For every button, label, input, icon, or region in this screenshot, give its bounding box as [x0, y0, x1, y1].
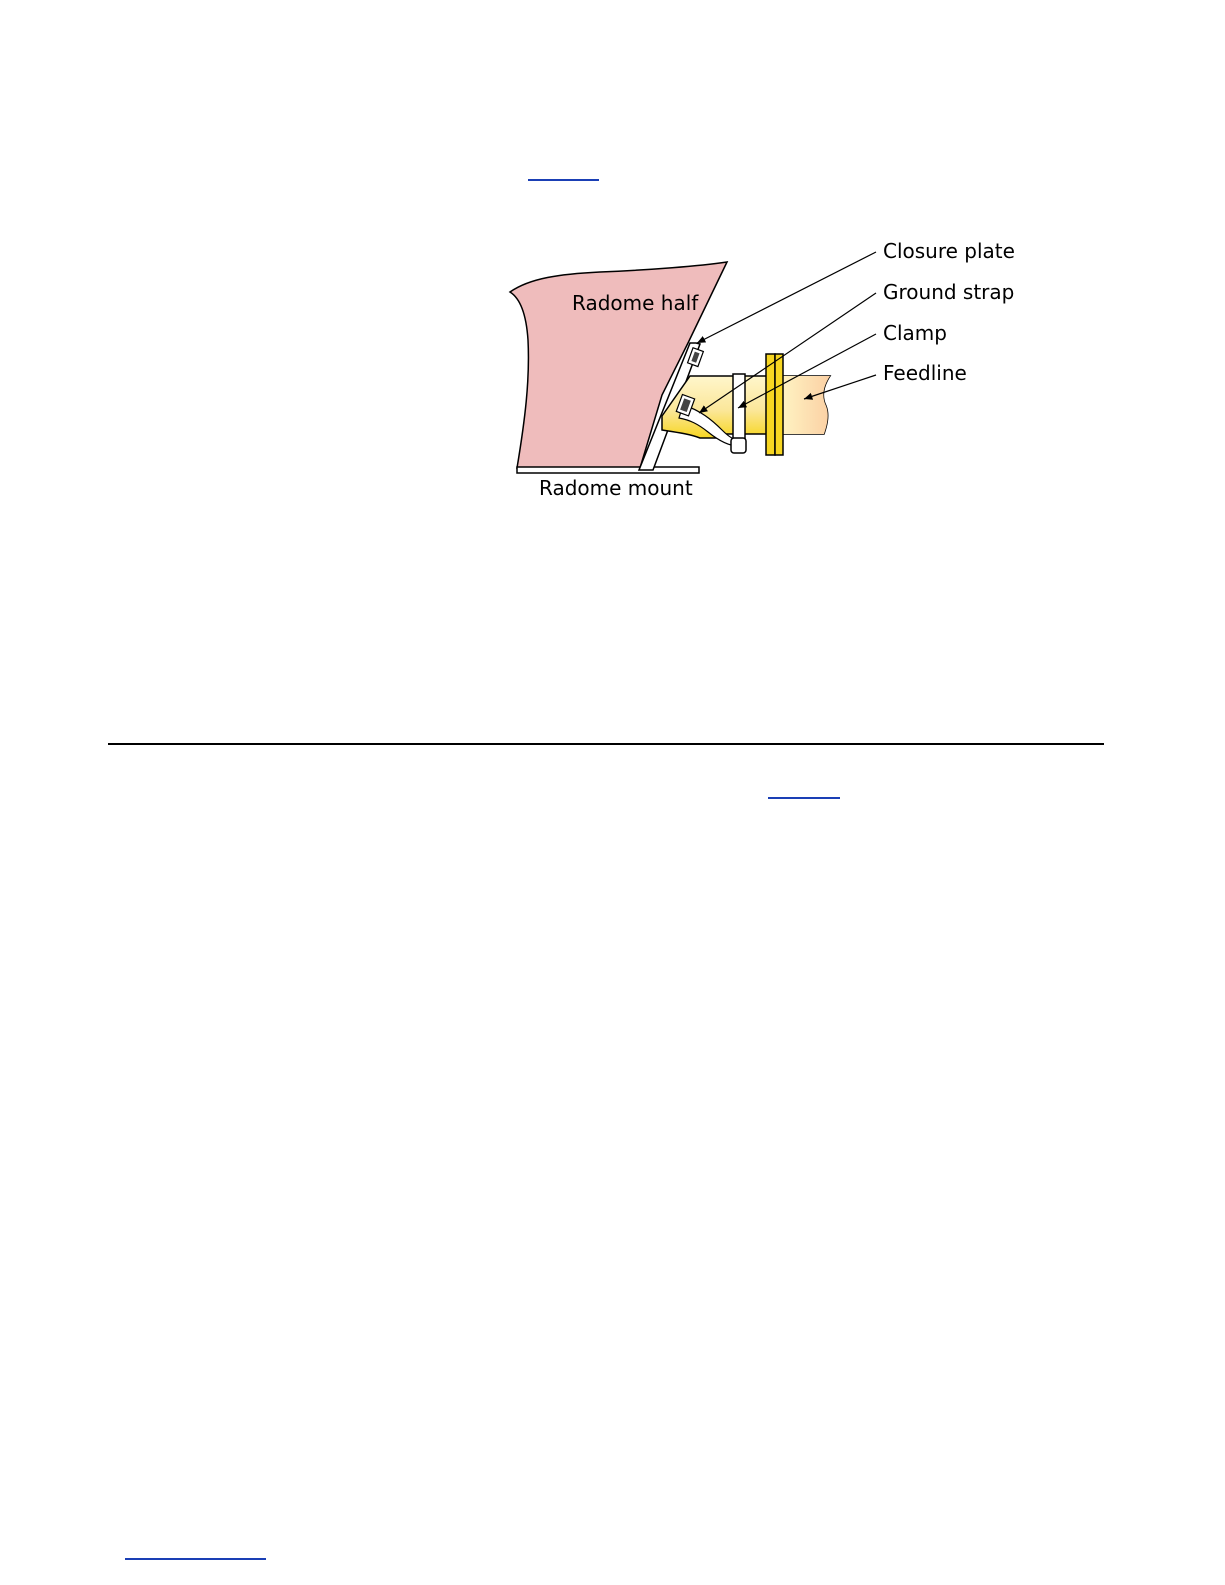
radome-half-label: Radome half — [572, 291, 699, 315]
ground-strap-label: Ground strap — [883, 280, 1015, 304]
flange-plate-right — [775, 354, 783, 455]
clamp-label: Clamp — [883, 321, 947, 345]
clamp-screw-head — [731, 438, 746, 453]
radome-mount-plate — [517, 467, 699, 473]
radome-mount-label: Radome mount — [539, 476, 693, 500]
feedline-label: Feedline — [883, 361, 967, 385]
flange-plate-left — [766, 354, 775, 455]
closure-plate-label: Closure plate — [883, 239, 1015, 263]
feedline-right-section — [782, 376, 830, 434]
horizontal-divider — [108, 743, 1104, 745]
